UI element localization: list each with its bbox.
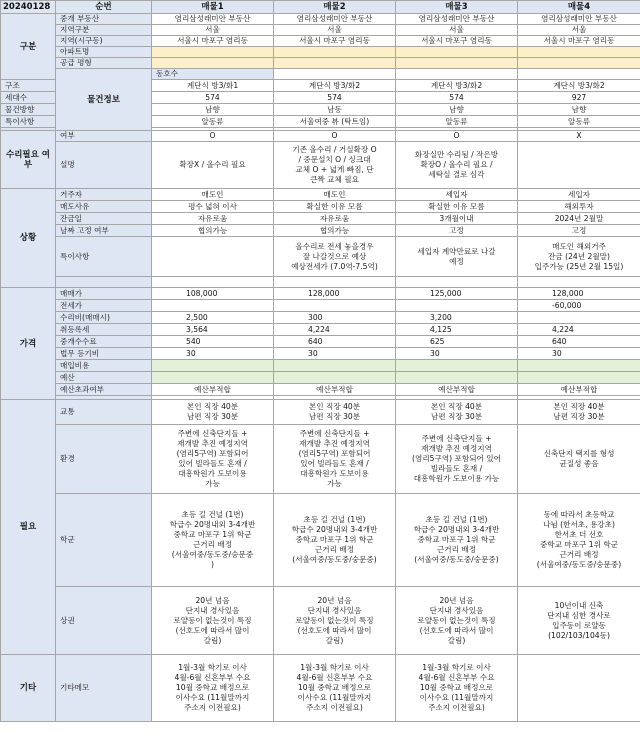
cell-over: 예산부적합 [518, 384, 640, 396]
cell-memo: 1월-3월 학기로 이사 4월-6월 신혼부부 수요 10월 중학교 배정으로 이사수요 (11월말까지 주소지 이전필요) [274, 655, 396, 722]
row-label: 교통 [56, 400, 152, 425]
cell-jeonse: -60,000 [518, 300, 640, 312]
cell-sp2 [396, 277, 518, 288]
category-gita: 기타 [1, 655, 56, 722]
cell-reason: 해외투자 [518, 201, 640, 213]
cell-house: 574 [396, 92, 518, 104]
row-label: 동호수 [152, 69, 274, 80]
cell-school: 초등 길 건널 (1번) 학급수 20명내외 3-4개반 중학교 마포구 1위 학군 근거리 배정 (서울여중/동도중/숭문중) [396, 494, 518, 587]
row-label: 특이사항 [56, 237, 152, 277]
cell-legal: 30 [518, 348, 640, 360]
cell-budget [274, 372, 396, 384]
listing-header-4: 매물4 [518, 1, 640, 14]
cell-repair: 300 [274, 312, 396, 324]
cell-traffic: 본인 직장 40분 남편 직장 30분 [152, 400, 274, 425]
row-label: 전세가 [56, 300, 152, 312]
cell-dong [396, 69, 518, 80]
cell-need: O [396, 131, 518, 142]
table-row [1, 201, 640, 213]
row-label [56, 277, 152, 288]
row-label: 환경 [56, 425, 152, 494]
date-cell: 20240128 [1, 1, 56, 14]
cell-dir: 남향 [152, 104, 274, 116]
row-label: 학군 [56, 494, 152, 587]
row-label: 매매가 [56, 288, 152, 300]
cell-resident: 매도인 [274, 189, 396, 201]
cell-over: 예산부적합 [274, 384, 396, 396]
cell-memo: 1월-3월 학기로 이사 4월-6월 신혼부부 수요 10월 중학교 배정으로 이사수요 (11월말까지 주소지 이전필요) [396, 655, 518, 722]
row-label: 매입비용 [56, 360, 152, 372]
cell-desc: 확장X / 올수리 필요 [152, 142, 274, 189]
cell-need: O [274, 131, 396, 142]
cell-price: 125,000 [396, 288, 518, 300]
cell-env: 주변에 신축단지들 + 재개발 추진 예정지역 (염리5구역) 포함되어 있어 빌라들도 혼재 / 대흥학원가 도보이용 가능 [396, 425, 518, 494]
table-body [1, 1, 640, 722]
cell-balance: 자유로움 [152, 213, 274, 225]
header-row [1, 1, 640, 14]
row-label: 매도사유 [56, 201, 152, 213]
cell-budget [152, 372, 274, 384]
row-label: 지역(시구동) [56, 36, 152, 47]
table-row [1, 225, 640, 237]
col-label: 순번 [56, 1, 152, 14]
cell-price: 108,000 [152, 288, 274, 300]
category-gagyeok: 가격 [1, 288, 56, 400]
cell-area [396, 58, 518, 69]
listing-header-1: 매물1 [152, 1, 274, 14]
cell-traffic: 본인 직장 40분 남편 직장 30분 [396, 400, 518, 425]
row-label: 날짜 고정 여부 [56, 225, 152, 237]
cell-need: O [152, 131, 274, 142]
row-label: 예산초과여부 [56, 384, 152, 396]
row-label: 상권 [56, 587, 152, 655]
row-label: 물건방향 [1, 104, 56, 116]
table-row [1, 25, 640, 36]
cell-buyer [274, 360, 396, 372]
cell-apt [152, 47, 274, 58]
cell-desc: 화장실만 수리됨 / 작은방 확장O / 올수리 필요 / 세탁실 결로 심각 [396, 142, 518, 189]
cell-jeonse [396, 300, 518, 312]
table-row [1, 237, 640, 277]
cell-house: 574 [152, 92, 274, 104]
cell-price: 128,000 [274, 288, 396, 300]
cell-feature: 알동류 [518, 116, 640, 128]
table-row [1, 587, 640, 655]
cell-datefix: 협의가능 [152, 225, 274, 237]
table-row [1, 58, 640, 69]
row-label: 세대수 [1, 92, 56, 104]
cell-school: 동에 따라서 초등학교 나뉨 (한서초, 용강초) 한서초 더 선호 중학교 마포구 1위 학군 근거리 배정 (서울여중/동도중/숭문중) [518, 494, 640, 587]
row-label: 중개수수료 [56, 336, 152, 348]
row-label: 지역구분 [56, 25, 152, 36]
cell-school: 초등 길 건널 (1번) 학급수 20명내외 3-4개반 중학교 마포구 1위 학군 근거리 배정 (서울여중/동도중/숭문중 ) [152, 494, 274, 587]
cell-reason: 확실한 이유 모름 [274, 201, 396, 213]
category-sanghwang: 상황 [1, 189, 56, 288]
cell-note: 올수리로 전세 놓을경우 잘 나갈것으로 예상 예상전세가 (7.0억-7.5억) [274, 237, 396, 277]
cell-datefix: 협의가능 [274, 225, 396, 237]
cell-resident: 매도인 [152, 189, 274, 201]
table-row [1, 189, 640, 201]
category-pilyo: 필요 [1, 400, 56, 655]
cell-feature: 서울여중 뷰 (탁트임) [274, 116, 396, 128]
table-row [1, 277, 640, 288]
table-row [1, 372, 640, 384]
cell-over: 예산부적합 [396, 384, 518, 396]
cell-fee: 625 [396, 336, 518, 348]
cell-resident: 세입자 [396, 189, 518, 201]
table-row [1, 131, 640, 142]
cell-region: 서울 [518, 25, 640, 36]
row-label: 아파트명 [56, 47, 152, 58]
table-row [1, 655, 640, 722]
cell-balance: 3개월이내 [396, 213, 518, 225]
cell-memo: 1월-3월 학기로 이사 4월-6월 신혼부부 수요 10월 중학교 배정으로 이사수요 (11월말까지 주소지 이전필요) [152, 655, 274, 722]
listing-header-3: 매물3 [396, 1, 518, 14]
table-row [1, 400, 640, 425]
cell-shop: 10년이내 신축 단지내 심한 경사로 입주동이 로얄동 (102/103/104동) [518, 587, 640, 655]
cell-legal: 30 [396, 348, 518, 360]
table-row [1, 36, 640, 47]
cell-feature: 알동류 [152, 116, 274, 128]
cell-shop: 20년 넘음 단지내 경사있음 로얄동이 없는것이 특징 (선호도에 따라서 많이 갈림) [396, 587, 518, 655]
cell-agency: 염리삼성래미안 부동산 [396, 14, 518, 25]
cell-datefix: 고정 [518, 225, 640, 237]
table-row [1, 288, 640, 300]
cell-shop: 20년 넘음 단지내 경사있음 로얄동이 없는것이 특징 (선호도에 따라서 많이 갈림) [274, 587, 396, 655]
cell-balance: 자유로움 [274, 213, 396, 225]
cell-budget [396, 372, 518, 384]
cell-note [152, 237, 274, 277]
cell-struct: 계단식 방3/화2 [274, 80, 396, 92]
cell-area [274, 58, 396, 69]
row-label: 구조 [1, 80, 56, 92]
row-label: 특이사항 [1, 116, 56, 128]
table-row [1, 324, 640, 336]
cell-area [152, 58, 274, 69]
cell-need: X [518, 131, 640, 142]
row-label: 예산 [56, 372, 152, 384]
row-label: 기타메모 [56, 655, 152, 722]
category-suri: 수리필요 여부 [1, 131, 56, 189]
cell-dir: 남동 [274, 104, 396, 116]
cell-memo [518, 655, 640, 722]
cell-regiond: 서울시 마포구 염리동 [152, 36, 274, 47]
table-row [1, 69, 640, 80]
cell-over: 예산부적합 [152, 384, 274, 396]
table-row [1, 348, 640, 360]
row-label: 공급 평형 [56, 58, 152, 69]
cell-buyer [518, 360, 640, 372]
table-row [1, 47, 640, 58]
cell-area [518, 58, 640, 69]
cell-env: 주변에 신축단지들 + 재개발 추진 예정지역 (염리5구역) 포함되어 있어 빌라들도 혼재 / 대흥학원가 도보이용 가능 [274, 425, 396, 494]
cell-struct: 계단식 방3/화1 [152, 80, 274, 92]
cell-apt [274, 47, 396, 58]
table-row [1, 384, 640, 396]
row-label: 거주자 [56, 189, 152, 201]
cell-house: 574 [274, 92, 396, 104]
table-row [1, 312, 640, 324]
row-label: 중개 부동산 [56, 14, 152, 25]
cell-regiond: 서울시 마포구 염리동 [518, 36, 640, 47]
cell-sp2 [152, 277, 274, 288]
row-label: 수리비(매매시) [56, 312, 152, 324]
cell-acqtax: 4,224 [518, 324, 640, 336]
cell-acqtax: 4,224 [274, 324, 396, 336]
cell-region: 서울 [274, 25, 396, 36]
cell-dong [274, 69, 396, 80]
cell-house: 927 [518, 92, 640, 104]
cell-fee: 640 [274, 336, 396, 348]
cell-resident: 세입자 [518, 189, 640, 201]
cell-budget [518, 372, 640, 384]
cell-sp2 [274, 277, 396, 288]
table-row [1, 360, 640, 372]
cell-datefix: 고정 [396, 225, 518, 237]
cell-apt [396, 47, 518, 58]
cell-acqtax: 4,125 [396, 324, 518, 336]
cell-region: 서울 [396, 25, 518, 36]
cell-repair [518, 312, 640, 324]
table-row [1, 494, 640, 587]
table-row [1, 142, 640, 189]
cell-shop: 20년 넘음 단지내 경사있음 로얄동이 없는것이 특징 (선호도에 따라서 많이 갈림) [152, 587, 274, 655]
row-label: 취등록세 [56, 324, 152, 336]
row-label: 법무 등기비 [56, 348, 152, 360]
cell-buyer [152, 360, 274, 372]
cell-traffic: 본인 직장 40분 남편 직장 30분 [518, 400, 640, 425]
cell-struct: 계단식 방3/화2 [518, 80, 640, 92]
row-label: 잔금일 [56, 213, 152, 225]
cell-region: 서울 [152, 25, 274, 36]
cell-school: 초등 길 건널 (1번) 학급수 20명내외 3-4개반 중학교 마포구 1위 학군 근거리 배정 (서울여중/동도중/숭문중) [274, 494, 396, 587]
cell-jeonse [152, 300, 274, 312]
table-row [1, 213, 640, 225]
cell-desc [518, 142, 640, 189]
category-gubun: 구분 [1, 14, 56, 80]
cell-struct: 계단식 방3/화2 [396, 80, 518, 92]
cell-env: 주변에 신축단지들 + 재개발 추진 예정지역 (염리5구역) 포함되어 있어 빌라들도 혼재 / 대흥학원가 도보이용 가능 [152, 425, 274, 494]
cell-dir: 남향 [518, 104, 640, 116]
cell-sp2 [518, 277, 640, 288]
listing-header-2: 매물2 [274, 1, 396, 14]
category-mulgeon: 물건정보 [56, 69, 152, 131]
cell-agency: 염리삼성래미안 부동산 [274, 14, 396, 25]
cell-jeonse [274, 300, 396, 312]
cell-regiond: 서울시 마포구 염리동 [396, 36, 518, 47]
cell-regiond: 서울시 마포구 염리동 [274, 36, 396, 47]
cell-dong [518, 69, 640, 80]
cell-note: 매도인 해외거주 잔금 (24년 2월말) 입주가능 (25년 2월 15일) [518, 237, 640, 277]
cell-price: 128,000 [518, 288, 640, 300]
row-label: 여부 [56, 131, 152, 142]
cell-reason: 평수 넓혀 이사 [152, 201, 274, 213]
cell-feature: 알동류 [396, 116, 518, 128]
cell-traffic: 본인 직장 40분 남편 직장 30분 [274, 400, 396, 425]
cell-legal: 30 [152, 348, 274, 360]
row-label: 설명 [56, 142, 152, 189]
cell-buyer [396, 360, 518, 372]
table-row [1, 425, 640, 494]
cell-repair: 2,500 [152, 312, 274, 324]
cell-fee: 540 [152, 336, 274, 348]
table-row [1, 14, 640, 25]
cell-apt [518, 47, 640, 58]
table-row [1, 336, 640, 348]
cell-dir: 남향 [396, 104, 518, 116]
cell-legal: 30 [274, 348, 396, 360]
cell-repair: 3,200 [396, 312, 518, 324]
cell-reason: 확실한 이유 모름 [396, 201, 518, 213]
cell-env: 신축단지 택지를 형성 균질성 좋음 [518, 425, 640, 494]
cell-agency: 염리삼성래미안 부동산 [152, 14, 274, 25]
cell-acqtax: 3,564 [152, 324, 274, 336]
cell-fee: 640 [518, 336, 640, 348]
cell-balance: 2024년 2월말 [518, 213, 640, 225]
cell-agency: 염리삼성래미안 부동산 [518, 14, 640, 25]
cell-desc: 기존 올수리 / 거실확장 O / 중문설치 O / 싱크대 교체 O + 넓게 빠짐, 단 큰짝 교체 필요 [274, 142, 396, 189]
table-row [1, 300, 640, 312]
cell-note: 세입자 계약만료로 나갈 예정 [396, 237, 518, 277]
